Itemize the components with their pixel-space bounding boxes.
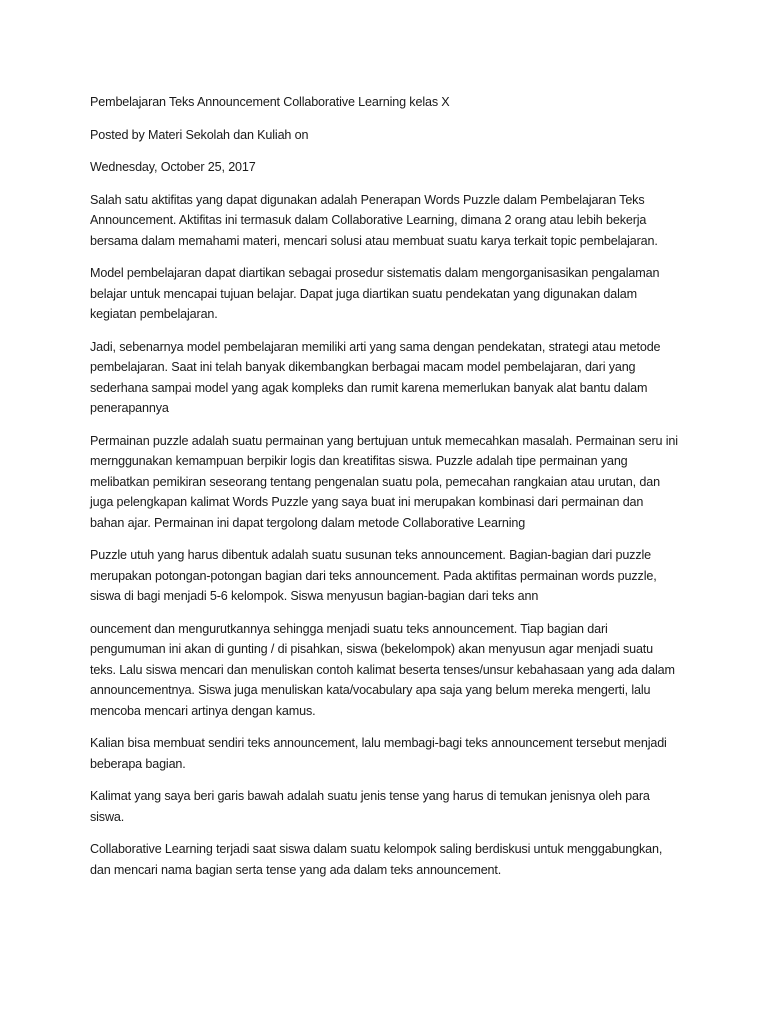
- paragraph-7: Kalian bisa membuat sendiri teks announcement, lalu membagi-bagi teks announcement tersebut menjadi beberapa bagian.: [90, 736, 667, 771]
- paragraph-6: ouncement dan mengurutkannya sehingga menjadi suatu teks announcement. Tiap bagian dari pengumuman ini akan di gunting / di pisahkan, siswa (bekelompok) akan menyusun agar menjadi suatu teks. Lalu siswa mencari dan menuliskan contoh kalimat beserta tenses/unsur kebahasaan yang ada dalam announcementnya. Siswa juga menuliskan kata/vocabulary apa saja yang belum mereka mengerti, lalu mencoba mencari artinya dengan kamus.: [90, 621, 675, 718]
- document-title: Pembelajaran Teks Announcement Collaborative Learning kelas X: [90, 95, 450, 109]
- paragraph-8: Kalimat yang saya beri garis bawah adalah suatu jenis tense yang harus di temukan jenisnya oleh para siswa.: [90, 789, 650, 824]
- paragraph-1: Salah satu aktifitas yang dapat digunakan adalah Penerapan Words Puzzle dalam Pembelajaran Teks Announcement. Aktifitas ini termasuk dalam Collaborative Learning, dimana 2 orang atau lebih bekerja bersama dalam memahami materi, mencari solusi atau membuat suatu karya terkait topic pembelajaran.: [90, 192, 658, 248]
- posted-by-line: Posted by Materi Sekolah dan Kuliah on: [90, 127, 309, 142]
- post-date: Wednesday, October 25, 2017: [90, 160, 256, 174]
- paragraph-9: Collaborative Learning terjadi saat siswa dalam suatu kelompok saling berdiskusi untuk menggabungkan, dan mencari nama bagian serta tense yang ada dalam teks announcement.: [90, 842, 663, 877]
- paragraph-2: Model pembelajaran dapat diartikan sebagai prosedur sistematis dalam mengorganisasikan pengalaman belajar untuk mencapai tujuan belajar. Dapat juga diartikan suatu pendekatan yang digunakan dalam kegiatan pembelajaran.: [90, 266, 660, 321]
- paragraph-5: Puzzle utuh yang harus dibentuk adalah suatu susunan teks announcement. Bagian-bagian dari puzzle merupakan potongan-potongan bagian dari teks announcement. Pada aktifitas permainan words puzzle, siswa di bagi menjadi 5-6 kelompok. Siswa menyusun bagian-bagian dari teks ann: [90, 548, 657, 603]
- paragraph-4: Permainan puzzle adalah suatu permainan yang bertujuan untuk memecahkan masalah. Permainan seru ini mernggunakan kemampuan berpikir logis dan kreatifitas siswa. Puzzle adalah tipe permainan yang melibatkan pemikiran seseorang tentang pengenalan suatu pola, pemecahan rangkaian atau urutan, dan juga pelengkapan kalimat Words Puzzle yang saya buat ini merupakan kombinasi dari permainan dan bahan ajar. Permainan ini dapat tergolong dalam metode Collaborative Learning: [90, 433, 678, 530]
- document-body: [90, 92, 680, 892]
- paragraph-3: Jadi, sebenarnya model pembelajaran memiliki arti yang sama dengan pendekatan, strategi atau metode pembelajaran. Saat ini telah banyak dikembangkan berbagai macam model pembelajaran, dari yang sederhana sampai model yang agak kompleks dan rumit karena memerlukan banyak alat bantu dalam penerapannya: [90, 339, 661, 415]
